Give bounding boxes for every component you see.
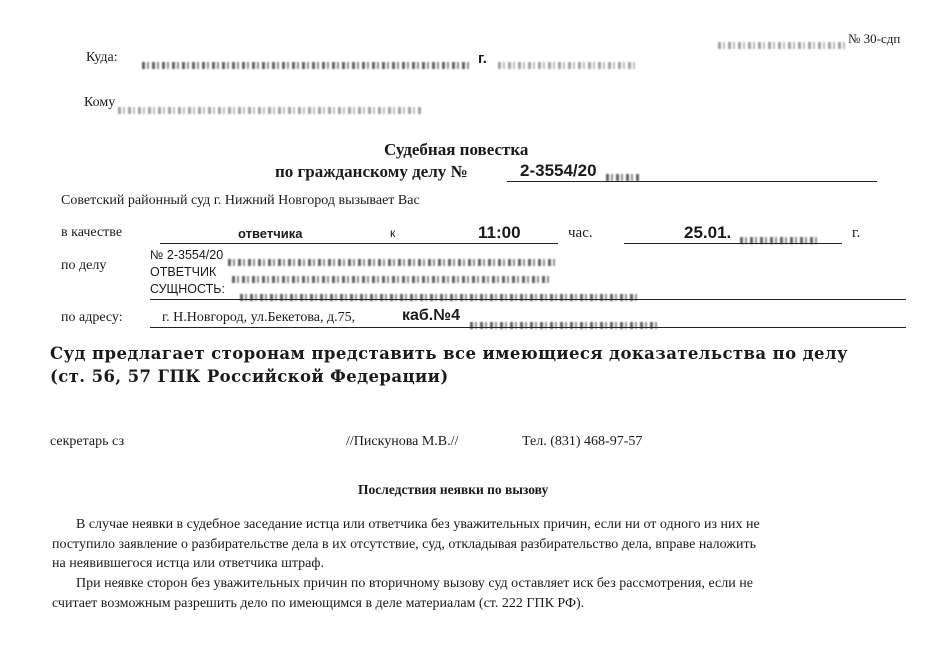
to-label: Куда: — [86, 50, 118, 65]
consequences-para2-line2: считает возможным разрешить дело по имеющимся в деле материалам (ст. 222 ГПК РФ). — [52, 596, 585, 611]
secretary-name: //Пискунова М.В.// — [346, 434, 459, 449]
capacity-underline — [160, 243, 558, 244]
consequences-heading: Последствия неявки по вызову — [358, 482, 549, 497]
court-room: каб.№4 — [402, 307, 460, 324]
court-address: г. Н.Новгород, ул.Бекетова, д.75, — [162, 310, 356, 325]
secretary-role: секретарь сз — [50, 434, 125, 449]
address-underline — [150, 327, 906, 328]
evidence-notice-line2: (ст. 56, 57 ГПК Российской Федерации) — [50, 367, 449, 386]
redacted-header-text — [718, 36, 848, 54]
case-line-number: № 2-3554/20 — [150, 248, 224, 262]
capacity-label: в качестве — [61, 225, 123, 240]
hearing-time: 11:00 — [478, 223, 521, 242]
case-number-underline — [507, 181, 877, 182]
case-subtitle: по гражданскому делу № — [275, 162, 468, 181]
redacted-city — [498, 56, 638, 74]
consequences-para1-line3: на неявившегося истца или ответчика штраф. — [52, 556, 324, 571]
redacted-defendant — [232, 270, 552, 288]
redacted-recipient-name — [118, 101, 423, 119]
redacted-room — [470, 316, 660, 334]
redacted-case-year — [606, 168, 640, 186]
redacted-essence — [240, 288, 640, 306]
consequences-para2-line1: При неявке сторон без уважительных причин по вторичному вызову суд оставляет иск без рассмотрения, если не — [76, 576, 753, 591]
hearing-date: 25.01. — [684, 223, 732, 242]
city-fragment: г. — [478, 50, 487, 67]
date-underline — [624, 243, 842, 244]
case-line-defendant: ОТВЕТЧИК — [150, 265, 217, 279]
document-title: Судебная повестка — [384, 140, 529, 159]
whom-label: Кому — [84, 95, 116, 110]
summons-intro: Советский районный суд г. Нижний Новгород вызывает Вас — [61, 193, 420, 208]
consequences-para1-line2: поступило заявление о разбирательстве дела в их отсутствие, суд, откладывая разбирательство дела, вправе наложить — [52, 537, 756, 552]
capacity-value: ответчика — [238, 226, 303, 241]
redacted-recipient-address — [142, 56, 470, 74]
address-label: по адресу: — [61, 310, 123, 325]
consequences-para1-line1: В случае неявки в судебное заседание истца или ответчика без уважительных причин, если ни от одного из них не — [76, 517, 760, 532]
evidence-notice-line1: Суд предлагает сторонам представить все имеющиеся доказательства по делу — [50, 344, 848, 363]
redacted-hearing-year — [740, 231, 820, 249]
hours-label: час. — [568, 225, 593, 241]
form-number: № 30-сдп — [848, 31, 901, 46]
case-line-essence: СУЩНОСТЬ: — [150, 282, 225, 296]
at-fragment: к — [390, 226, 396, 240]
case-number: 2-3554/20 — [520, 161, 597, 180]
year-suffix: г. — [852, 225, 861, 241]
case-label: по делу — [61, 258, 107, 273]
secretary-phone: Тел. (831) 468-97-57 — [522, 434, 643, 449]
redacted-case-line1 — [228, 253, 556, 271]
case-underline — [150, 299, 906, 300]
